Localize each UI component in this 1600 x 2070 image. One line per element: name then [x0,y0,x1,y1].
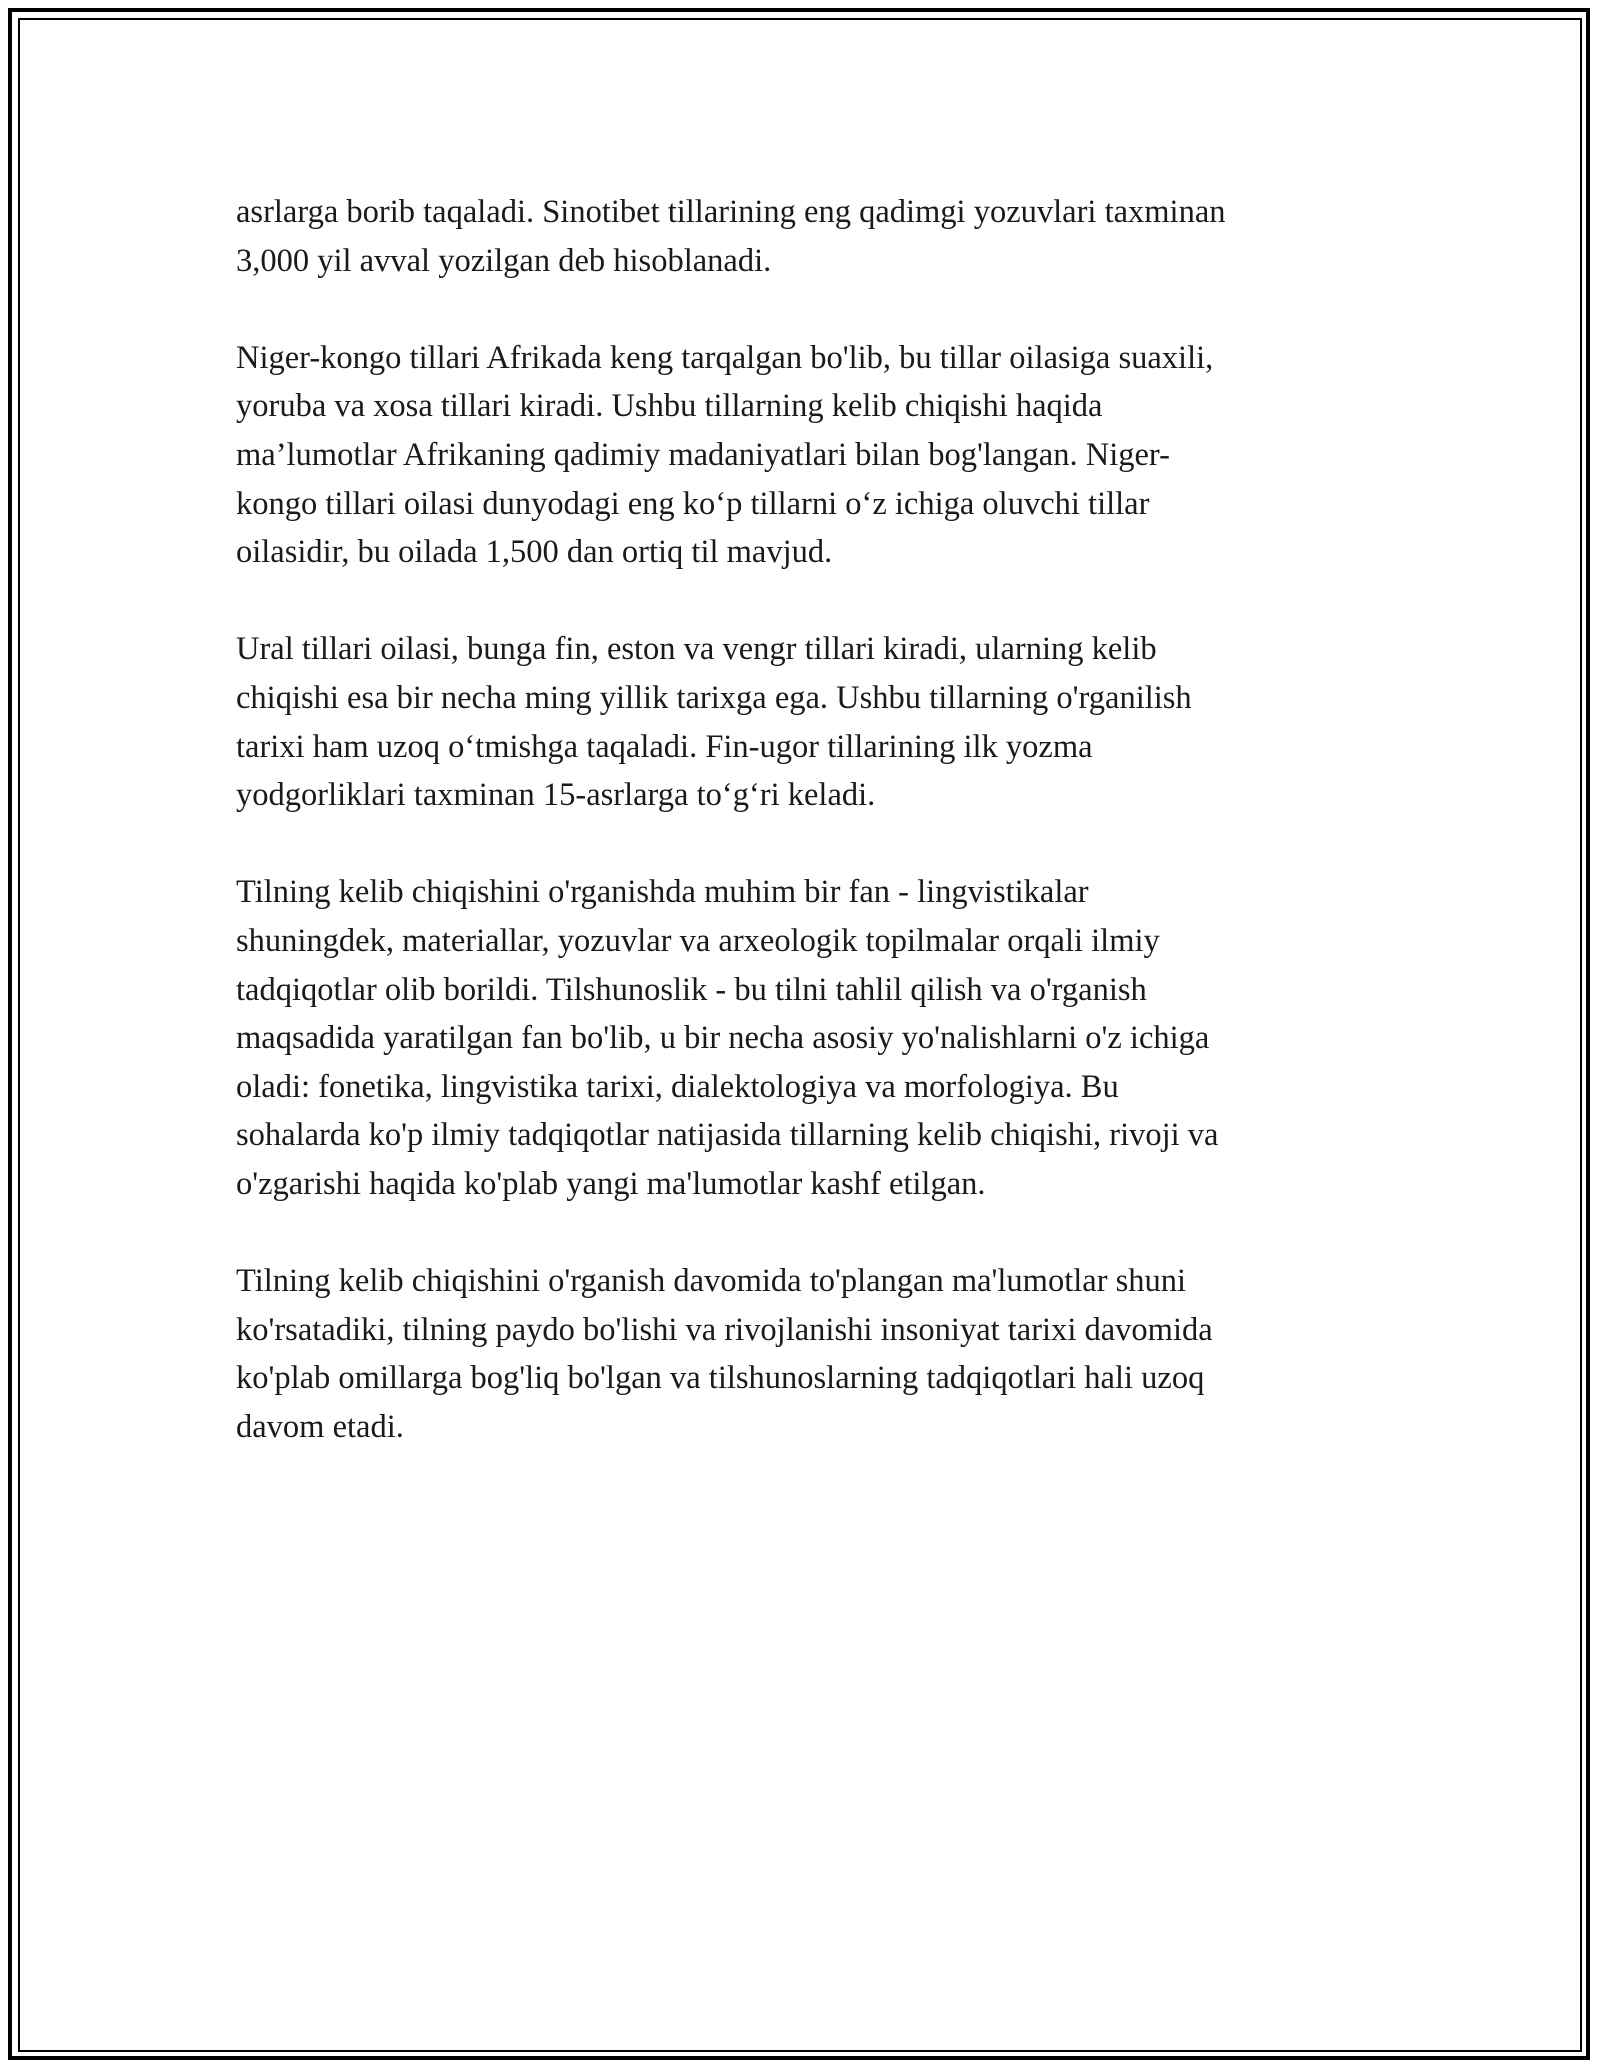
paragraph-tilshunoslik: Tilning kelib chiqishini o'rganishda muhim bir fan - lingvistikalar shuningdek, materiallar, yozuvlar va arxeologik topilmalar orqali ilmiy tadqiqotlar olib borildi. Tilshunoslik - bu tilni tahlil qilish va o'rganish maqsadida yaratilgan fan bo'lib, u bir necha asosiy yo'nalishlarni o'z ichiga oladi: fonetika, lingvistika tarixi, dialektologiya va morfologiya. Bu sohalarda ko'p ilmiy tadqiqotlar natijasida tillarning kelib chiqishi, rivoji va o'zgarishi haqida ko'plab yangi ma'lumotlar kashf etilgan. [236,874,1219,1202]
paragraph-ural: Ural tillari oilasi, bunga fin, eston va vengr tillari kiradi, ularning kelib chiqishi esa bir necha ming yillik tarixga ega. Ushbu tillarning o'rganilish tarixi ham uzoq o‘tmishga taqaladi. Fin-ugor tillarining ilk yozma yodgorliklari taxminan 15-asrlarga to‘g‘ri keladi. [236,631,1192,814]
paragraph-niger-kongo: Niger-kongo tillari Afrikada keng tarqalgan bo'lib, bu tillar oilasiga suaxili, yoruba va xosa tillari kiradi. Ushbu tillarning kelib chiqishi haqida ma’lumotlar Afrikaning qadimiy madaniyatlari bilan bog'langan. Niger- kongo tillari oilasi dunyodagi eng ko‘p tillarni o‘z ichiga oluvchi tillar oilasidir, bu oilada 1,500 dan ortiq til mavjud. [236,339,1214,571]
document-body [236,188,1366,1500]
paragraph-conclusion: Tilning kelib chiqishini o'rganish davomida to'plangan ma'lumotlar shuni ko'rsatadiki, tilning paydo bo'lishi va rivojlanishi insoniyat tarixi davomida ko'plab omillarga bog'liq bo'lgan va tilshunoslarning tadqiqotlari hali uzoq davom etadi. [236,1263,1213,1445]
paragraph-sinotibet: asrlarga borib taqaladi. Sinotibet tillarining eng qadimgi yozuvlari taxminan 3,000 yil avval yozilgan deb hisoblanadi. [236,194,1226,279]
